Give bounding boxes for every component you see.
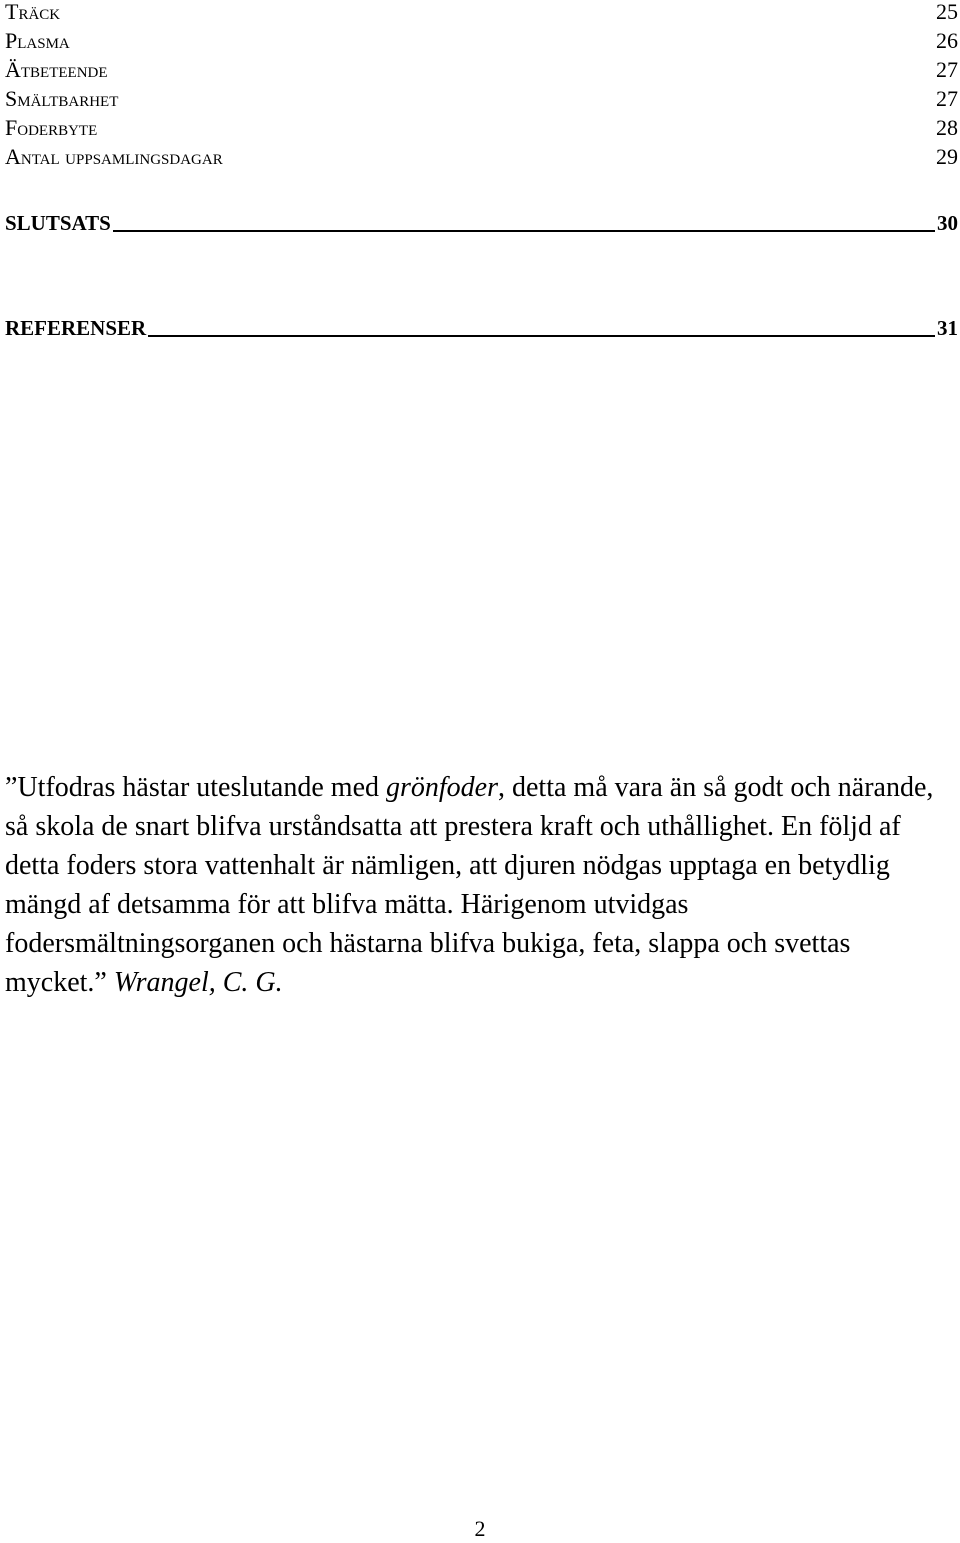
toc-entry-label: SLUTSATS bbox=[5, 211, 111, 235]
toc-entry-label: Foderbyte bbox=[5, 115, 98, 140]
toc-entry-page: 25 bbox=[936, 0, 958, 24]
quote-open-mark: ” bbox=[5, 772, 18, 803]
quote-close-mark: ” bbox=[94, 967, 107, 998]
toc-entry-page: 31 bbox=[937, 316, 958, 340]
quote-text-part2: , detta må vara än så godt och närande, så skola de snart blifva urståndsatta att prestera kraft och uthållighet. En följd af detta foders stora vattenhalt är nämligen, att djuren nödgas upptaga en betydlig mängd af detsamma för att blifva mätta. Härigenom utvidgas fodersmältningsorganen och hästarna blifva bukiga, feta, slappa och svettas mycket. bbox=[5, 772, 934, 998]
toc-entry-label: Ätbeteende bbox=[5, 57, 108, 82]
toc-entry-track[interactable] bbox=[5, 0, 958, 24]
toc-entry-label: Träck bbox=[5, 0, 61, 24]
toc-entry-label: Smältbarhet bbox=[5, 86, 119, 111]
epigraph-quote bbox=[5, 768, 957, 1002]
toc-leader-rule bbox=[148, 335, 935, 337]
toc-entry-page: 28 bbox=[936, 115, 958, 140]
toc-entry-smaltbarhet[interactable] bbox=[5, 87, 958, 111]
toc-entry-atbeteende[interactable] bbox=[5, 58, 958, 82]
toc-entry-label: Plasma bbox=[5, 28, 70, 53]
toc-entry-page: 27 bbox=[936, 86, 958, 111]
toc-entry-label: REFERENSER bbox=[5, 316, 147, 340]
quote-text-part1: Utfodras hästar uteslutande med bbox=[17, 772, 386, 803]
toc-entry-page: 29 bbox=[936, 144, 958, 169]
page-number: 2 bbox=[474, 1516, 486, 1541]
toc-entry-referenser[interactable] bbox=[5, 316, 958, 340]
toc-entry-page: 27 bbox=[936, 57, 958, 82]
toc-entry-page: 26 bbox=[936, 28, 958, 53]
toc-entry-label: Antal uppsamlingsdagar bbox=[5, 144, 223, 169]
toc-entry-slutsats[interactable] bbox=[5, 211, 958, 235]
toc-entry-plasma[interactable] bbox=[5, 29, 958, 53]
toc-leader-rule bbox=[113, 230, 935, 232]
quote-attribution: Wrangel, C. G. bbox=[106, 967, 283, 998]
toc-entry-foderbyte[interactable] bbox=[5, 116, 958, 140]
toc-entry-page: 30 bbox=[937, 211, 958, 235]
quote-emphasis: grönfoder bbox=[386, 772, 498, 803]
toc-entry-antal-uppsamlingsdagar[interactable] bbox=[5, 145, 958, 169]
